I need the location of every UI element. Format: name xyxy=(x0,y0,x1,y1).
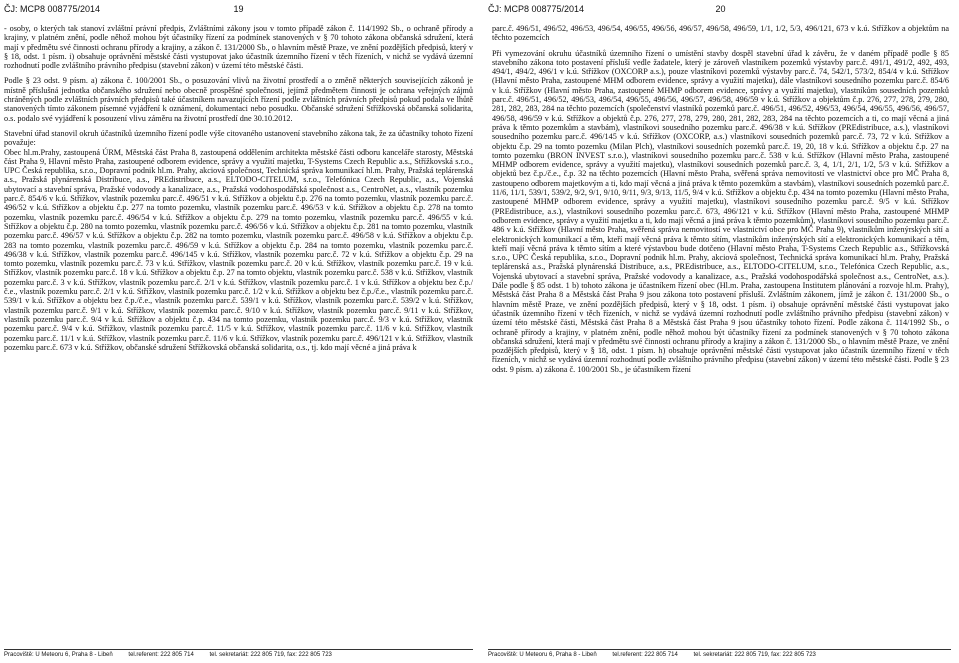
page-footer xyxy=(4,649,473,660)
document-id: ČJ: MCP8 008775/2014 xyxy=(488,4,585,14)
page-body xyxy=(492,24,949,645)
paragraph: Při vymezování okruhu účastníků územního řízení o umístění stavby dospěl stavební úřad k závěru, že v daném případě podle § 85 stavebního zákona toto postavení přísluší vedle žadatele, který je zároveň vlastníkem pozemků výstavby parc.č. 491/1, 491/2, 492, 493, 494/1, 494/2, 496/1 v k.ú. Střížkov (OXCORP a.s.), pouze vlastníkovi pozemků výstavby parc.č. 74, 542/1, 573/2, 854/4 v k.ú. Střížkov (Hlavní město Praha, zastoupené MHM odborem evidence, správy a využití majetku), dále vlastníkovi sousedního pozemku parc.č. 854/6 v k.ú. Střížkov (Hlavní město Praha, zastoupené MHMP odborem evidence, správy a využití majetku), vlastníkům sousedních pozemků parc.č. 496/51, 496/52, 496/53, 496/54, 496/55, 496/56, 496/57, 496/58, 496/59 v k.ú. Střížkov a objektům č.p. 276, 277, 278, 279, 280, 281, 282, 283, 284 na těchto pozemcích (společenství vlastníků pozemků parc.č. 496/51, 496/52, 496/53, 496/54, 496/55, 496/56, 496/57, 496/58, 496/59 v k.ú. Střížkov a objektů č.p. 276, 277, 278, 279, 280, 281, 282, 283, 284 na těchto pozemcích a ti, co mají věcná a jiná práva k těmto pozemkům a stavbám), vlastníkovi sousedního pozemku parc.č. 496/38 v k.ú. Střížkov (PREdistribuce, a.s.), vlastníkovi sousedního pozemku parc.č. 496/145 v k.ú. Střížkov (OXCORP, a.s.) vlastníkovi sousedních pozemků parc.č. 73, 72 v k.ú. Střížkov a objektu č.p. 29 na tomto pozemku (Milan Plch), vlastníkovi sousedních pozemků parc.č. 19, 20, 18 v k.ú. Střížkov a objektu č.p. 27 na tomto pozemku (BRON INVEST s.r.o.), vlastníkovi sousedního pozemku parc.č. 538 v k.ú. Střížkov (Hlavní město Praha, zastoupené MHMP odborem evidence, správy a využití majetku), vlastníkovi sousedních pozemků parc.č. 3, 4, 1/1, 2/1, 1/2, 5/3 v k.ú. Střížkov a objektů bez č.p./č.e., č.p. 32 na těchto pozemcích (Hlavní město Praha, svěřená správa nemovitostí ve vlastnictví obce pro MČ Praha 8, zastoupeno odborem majetkovým a ti, kdo mají věcná a jiná práva k těmto pozemkům a stavbám), vlastníkovi sousedních pozemků parc.č. 11/6, 11/1, 539/1, 539/2, 9/2, 9/1, 9/10, 9/11, 9/3, 9/13, 11/5, 9/4 v k.ú. Střížkov a objektu č.p. 434 na tomto pozemku (Hlavní město Praha, zastoupené MHMP odborem evidence, správy a využití majetku), vlastníkovi sousedního pozemku parc.č. 9/5 v k.ú. Střížkov (PREdistribuce, a.s.), vlastníkovi sousedního pozemku parc.č. 673, 496/121 v k.ú. Střížkov (Hlavní město Praha, zastoupené MHMP odborem evidence, správy a využití majetku a ti, kdo mají věcná a jiná práva k těmto pozemkům), vlastníkovi sousedního pozemku parc.č. 486 v k.ú. Střížkov (Hlavní město Praha, svěřená správa nemovitostí ve vlastnictví obce pro MČ Praha 9), vlastníkům inženýrských sítí a elektronických komunikací a těm, kteří mají věcná práva k těmto sítím, vlastníkům inženýrských sítí a elektronických komunikací a těm, kteří mají věcná práva k těmto sítím a které výstavbou bude dotčeno (Hlavní město Praha, T-Systems Czech Republic a.s., Střížkovská s.r.o., UPC Česká republika, s.r.o., Dopravní podnik hl.m. Prahy, akciová společnost, Technická správa komunikací hl.m. Prahy, Pražská teplárenská a.s., Pražská plynárenská Distribuce, a.s., PREdistribuce, a.s., ELTODO-CITELUM, s.r.o., Telefónica Czech Republic, a.s., Vojenská ubytovací a stavební správa, Pražské vodovody a kanalizace, a.s., Pražská vodohospodářská společnost a.s., CentroNet, a.s.). Dále podle § 85 odst. 1 b) tohoto zákona je účastníkem řízení obec (Hl.m. Praha, zastoupena Institutem plánování a rozvoje hl.m. Prahy), Městská část Praha 8 a Městská část Praha 9 jsou zákona toto postavení přísluší. Zvláštním zákonem, jímž je zákon č. 131/2000 Sb., o hlavním městě Praze, ve znění pozdějších předpisů, který v § 18, odst. 1 písm. i) obsahuje oprávnění městské části vystupovat jako účastník územního řízení v těch řízeních, v nichž se vydává územní rozhodnutí podle zvláštního právního předpisu (stavební zákon) v území této městské části, Městská část Praha 8 a Městská část Praha 9 jsou účastníky tohoto řízení. Podle zákona č. 114/1992 Sb., o ochraně přírody a krajiny, v platném znění, podle něhož mohou být účastníky řízení za podmínek stanovených v § 70 tohoto zákona občanská sdružení, která mají v předmětu své činnosti ochranu přírody a krajiny a zákon č. 131/2000 Sb., o hlavním městě Praze, ve znění pozdějších předpisů, který v § 18, odst. 1 písm. h) obsahuje oprávnění městské části vystupovat jako účastník územního řízení v těch řízeních, v nichž se vydává územní rozhodnutí podle zvláštního právního předpisu (stavební zákon) v území této městské části. Podle § 23 odst. 9 písm. a) zákona č. 100/2001 Sb., je účastníkem řízení xyxy=(492,48,949,374)
page-number: 20 xyxy=(715,4,726,14)
page-body xyxy=(4,24,473,645)
right-page xyxy=(480,0,959,663)
footer-address: Pracoviště: U Meteoru 6, Praha 8 - Libeň xyxy=(488,652,597,658)
paragraph: - osoby, o kterých tak stanoví zvláštní právní předpis, Zvláštními zákony jsou v tomto případě zákon č. 114/1992 Sb., o ochraně přírody a krajiny, v platném znění, podle něhož mohou být účastníky řízení za podmínek stanovených v § 70 tohoto zákona občanská sdružení, která mají v předmětu své činnosti ochranu přírody a krajiny, a zákon č. 131/2000 Sb., o hlavním městě Praze, ve znění pozdějších předpisů, který v § 18, odst. 1 písm. i) obsahuje oprávnění městské části vystupovat jako účastník územního řízení v těch řízeních, v nichž se vydává územní rozhodnutí podle zvláštního právního předpisu (stavební zákon) v území této městské části. xyxy=(4,24,473,71)
page-header xyxy=(488,3,953,15)
paragraph: Obec hl.m.Prahy, zastoupená ÚRM, Městská část Praha 8, zastoupená oddělením architekta městské části odboru kanceláře starosty, Městská část Praha 9, Hlavní město Praha, zastoupené odborem evidence, správy a využití majetku, T-Systems Czech Republic a.s., Střížkovská s.r.o., UPC Česká republika, s.r.o., Dopravní podnik hl.m. Prahy, akciová společnost, Technická správa komunikací hl.m. Prahy, Pražská teplárenská a.s., Pražská plynárenská Distribuce, a.s., PREdistribuce, a.s., ELTODO-CITELUM, s.r.o., Telefónica Czech Republic, a.s., Vojenská ubytovací a stavební správa, Pražské vodovody a kanalizace, a.s., Pražská vodohospodářská společnost a.s., CentroNet, a.s., vlastník pozemku parc.č. 854/6 v k.ú. Střížkov, vlastník pozemku parc.č. 496/51 v k.ú. Střížkov a objektu č.p. 276 na tomto pozemku, vlastník pozemku parc.č. 496/52 v k.ú. Střížkov a objektu č.p. 277 na tomto pozemku, vlastník pozemku parc.č. 496/53 v k.ú. Střížkov a objektu č.p. 278 na tomto pozemku, vlastník pozemku parc.č. 496/54 v k.ú. Střížkov a objektu č.p. 279 na tomto pozemku, vlastník pozemku parc.č. 496/55 v k.ú. Střížkov a objektu č.p. 280 na tomto pozemku, vlastník pozemku parc.č. 496/56 v k.ú. Střížkov a objektu č.p. 281 na tomto pozemku, vlastník pozemku parc.č. 496/57 v k.ú. Střížkov a objektu č.p. 282 na tomto pozemku, vlastník pozemku parc.č. 496/58 v k.ú. Střížkov a objektu č.p. 283 na tomto pozemku, vlastník pozemku parc.č. 496/59 v k.ú. Střížkov a objektu č.p. 284 na tomto pozemku, vlastník pozemku parc.č. 496/38 v k.ú. Střížkov, vlastník pozemku parc.č. 496/145 v k.ú. Střížkov, vlastník pozemku parc.č. 72 v k.ú. Střížkov a objektu č.p. 29 na tomto pozemku, vlastník pozemku parc.č. 73 v k.ú. Střížkov, vlastník pozemku parc.č. 20 v k.ú. Střížkov, vlastník pozemku parc.č. 19 v k.ú. Střížkov, vlastník pozemku parc.č. 18 v k.ú. Střížkov a objektu č.p. 27 na tomto objektu, vlastník pozemku parc.č. 538 v k.ú. Střížkov, vlastník pozemku parc.č. 3 v k.ú. Střížkov, vlastník pozemku parc.č. 2/1 v k.ú. Střížkov, vlastník pozemku parc.č. 1 v k.ú. Střížkov a objektu bez č.p./č.e., vlastník pozemku parc.č. 2/1 v k.ú. Střížkov, vlastník pozemku parc.č. 1/2 v k.ú. Střížkov a objektu bez č.p./č.e., vlastník pozemku parc.č. 539/1 v k.ú. Střížkov a objektu bez č.p./č.e., vlastník pozemku parc.č. 539/1 v k.ú. Střížkov, vlastník pozemku parc.č. 539/2 v k.ú. Střížkov, vlastník pozemku parc.č. 9/1 v k.ú. Střížkov, vlastník pozemku parc.č. 9/10 v k.ú. Střížkov, vlastník pozemku parc.č. 9/11 v k.ú. Střížkov, vlastník pozemku parc.č. 9/4 v k.ú. Střížkov a objektu č.p. 434 na tomto pozemku, vlastník pozemku parc.č. 9/3 v k.ú. Střížkov, vlastník pozemku parc.č. 9/4 v k.ú. Střížkov, vlastník pozemku parc.č. 11/5 v k.ú. Střížkov, vlastník pozemku parc.č. 11/6 v k.ú. Střížkov, vlastník pozemku parc.č. 11/1 v k.ú. Střížkov, vlastník pozemku parc.č. 11/6 v k.ú. Střížkov, vlastník pozemku parc.č. 496/121 v k.ú. Střížkov, vlastník pozemku parc.č. 673 v k.ú. Střížkov, občanské sdružení Střížkovská občanská solidarita, o.s., tj. kdo mají věcné a jiná práva k xyxy=(4,147,473,352)
paragraph: Stavební úřad stanovil okruh účastníků územního řízení podle výše citovaného ustanovení stavebního zákona tak, že za účastníky tohoto řízení považuje: xyxy=(4,128,473,148)
document-id: ČJ: MCP8 008775/2014 xyxy=(4,4,101,14)
left-page xyxy=(0,0,479,663)
page-header xyxy=(4,3,473,15)
footer-tel-referent: tel.referent: 222 805 714 xyxy=(128,652,194,658)
footer-tel-secretariat: tel. sekretariát: 222 805 719, fax: 222 805 723 xyxy=(693,652,816,658)
paragraph: parc.č. 496/51, 496/52, 496/53, 496/54, 496/55, 496/56, 496/57, 496/58, 496/59, 1/1, 1/2, 5/3, 496/121, 673 v k.ú. Střížkov a objektům na těchto pozemcích xyxy=(492,24,949,43)
footer-address: Pracoviště: U Meteoru 6, Praha 8 - Libeň xyxy=(4,652,113,658)
paragraph: Podle § 23 odst. 9 písm. a) zákona č. 100/2001 Sb., o posuzování vlivů na životní prostředí a o změně některých souvisejících zákonů je místně příslušná jednotka občanského sdružení nebo obecně prospěšné společnosti, jejímž předmětem činnosti je ochrana veřejných zájmů chráněných podle zvláštních právních předpisů také účastníkem navazujících řízení podle zvláštních právních předpisů pokud podala ve lhůtě stanovených tímto zákonem písemné vyjádření k oznámení, dokumentaci nebo posudku. Občanské sdružení Střížkovská občanská solidarita, o.s. podalo své vyjádření k posouzení vlivu záměru na životní prostředí dne 30.10.2012. xyxy=(4,76,473,123)
footer-tel-referent: tel.referent: 222 805 714 xyxy=(612,652,678,658)
page-footer xyxy=(488,649,951,660)
footer-tel-secretariat: tel. sekretariát: 222 805 719, fax: 222 805 723 xyxy=(209,652,332,658)
page-number: 19 xyxy=(233,4,244,14)
